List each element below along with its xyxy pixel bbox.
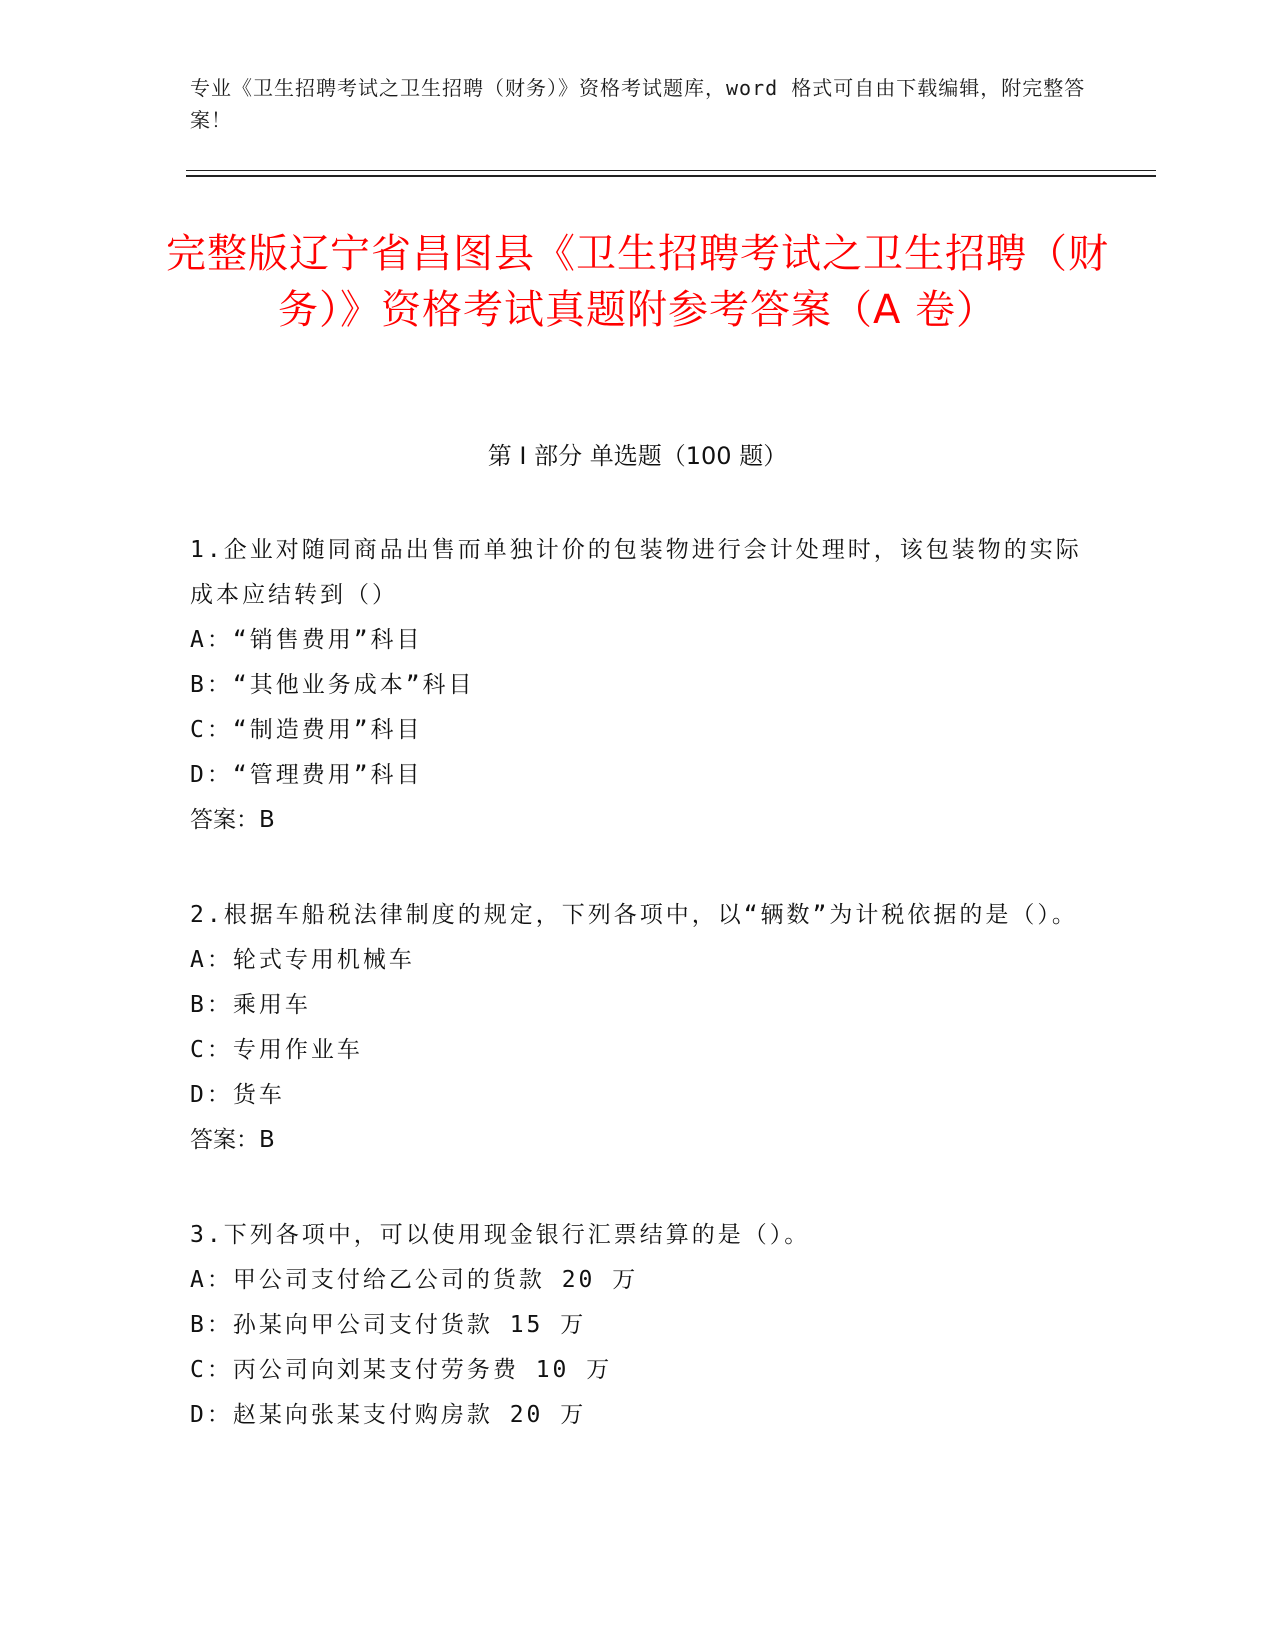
option-a: A：轮式专用机械车 bbox=[190, 947, 415, 973]
question-3 bbox=[190, 1213, 1090, 1438]
question-1 bbox=[190, 528, 1090, 843]
option-c: C：“制造费用”科目 bbox=[190, 717, 423, 743]
section-heading: 第 I 部分 单选题（100 题） bbox=[487, 442, 788, 470]
option-b: B：孙某向甲公司支付货款 15 万 bbox=[190, 1312, 587, 1338]
question-2 bbox=[190, 893, 1090, 1163]
question-stem: 3.下列各项中，可以使用现金银行汇票结算的是（）。 bbox=[190, 1222, 811, 1248]
option-b: B：“其他业务成本”科目 bbox=[190, 672, 475, 698]
option-b: B：乘用车 bbox=[190, 992, 311, 1018]
option-d: D：赵某向张某支付购房款 20 万 bbox=[190, 1402, 587, 1428]
option-d: D：货车 bbox=[190, 1082, 285, 1108]
option-a: A：甲公司支付给乙公司的货款 20 万 bbox=[190, 1267, 639, 1293]
option-c: C：丙公司向刘某支付劳务费 10 万 bbox=[190, 1357, 613, 1383]
question-stem: 1.企业对随同商品出售而单独计价的包装物进行会计处理时，该包装物的实际成本应结转到（） bbox=[190, 537, 1082, 608]
question-list bbox=[190, 528, 1090, 1488]
header-rule-thick bbox=[186, 175, 1156, 177]
answer: 答案：B bbox=[190, 1127, 275, 1153]
option-d: D：“管理费用”科目 bbox=[190, 762, 423, 788]
question-stem: 2.根据车船税法律制度的规定，下列各项中，以“辆数”为计税依据的是（）。 bbox=[190, 902, 1078, 928]
header-note: 专业《卫生招聘考试之卫生招聘（财务）》资格考试题库，word 格式可自由下载编辑，附完整答案！ bbox=[190, 76, 1086, 132]
answer: 答案：B bbox=[190, 807, 275, 833]
header-rule-thin bbox=[186, 170, 1156, 171]
option-c: C：专用作业车 bbox=[190, 1037, 363, 1063]
document-title: 完整版辽宁省昌图县《卫生招聘考试之卫生招聘（财务）》资格考试真题附参考答案（A 卷） bbox=[166, 231, 1109, 333]
option-a: A：“销售费用”科目 bbox=[190, 627, 423, 653]
